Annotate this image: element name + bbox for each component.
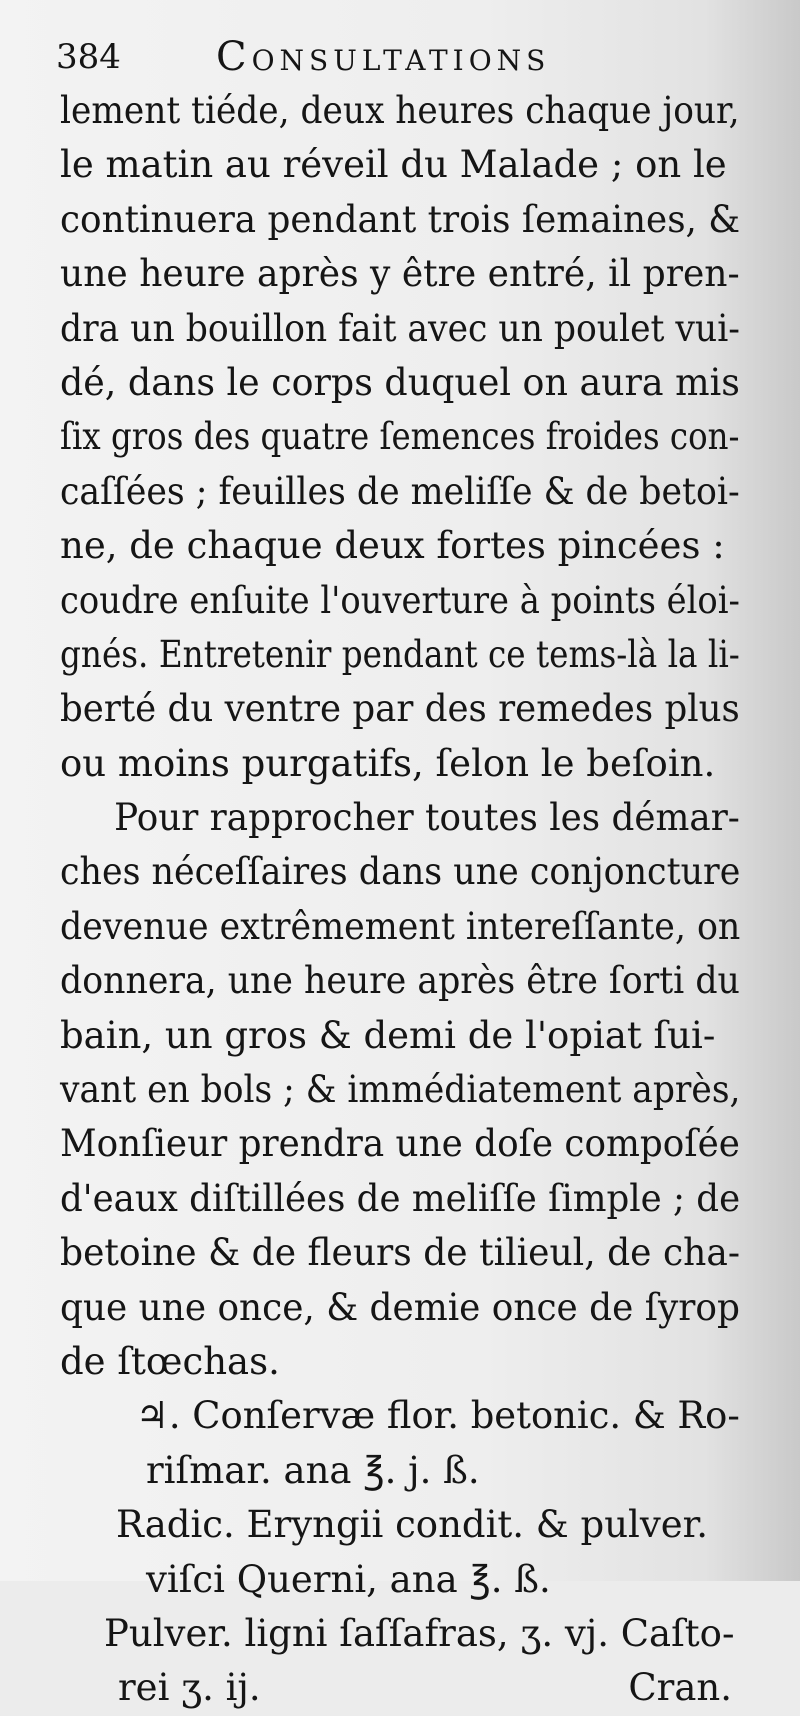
text-line: berté du ventre par des remedes plus [60, 687, 740, 731]
running-title: Consultations [216, 34, 551, 80]
recipe-line: ♃. Conſervæ flor. betonic. & Ro- [135, 1394, 740, 1438]
recipe-last-line [60, 1661, 732, 1715]
text-line: ſix gros des quatre ſemences froides con- [60, 415, 740, 459]
text-line: gnés. Entretenir pendant ce tems-là la li- [60, 632, 740, 676]
text-line: dé, dans le corps duquel on aura mis [60, 360, 740, 404]
text-line: dra un bouillon fait avec un poulet vui- [60, 306, 740, 350]
text-line: ches néceſſaires dans une conjoncture [60, 850, 741, 894]
text-line: lement tiéde, deux heures chaque jour, [60, 89, 740, 132]
recipe-line: rei ʒ. ij. [118, 1666, 261, 1710]
recipe-line: Pulver. ligni ſaſſafras, ʒ. vj. Caſto- [104, 1611, 735, 1655]
catchword: Cran. [628, 1666, 732, 1710]
text-line: de ſtœchas. [60, 1339, 280, 1383]
text-line: vant en bols ; & immédiatement après, [60, 1068, 741, 1112]
text-line: betoine & de fleurs de tilieul, de cha- [60, 1231, 741, 1275]
page-number: 384 [56, 37, 121, 77]
text-line: une heure après y être entré, il pren- [60, 252, 740, 296]
text-line: continuera pendant trois ſemaines, & [60, 197, 741, 241]
paragraph-first-line: Pour rapprocher toutes les démar- [114, 796, 740, 840]
recipe-line: Radic. Eryngii condit. & pulver. [116, 1503, 709, 1547]
recipe-line: riſmar. ana ℥. j. ß. [146, 1448, 480, 1492]
text-line: caſſées ; feuilles de meliſſe & de betoi- [60, 469, 740, 513]
text-line: le matin au réveil du Malade ; on le [60, 143, 727, 187]
text-line: ne, de chaque deux fortes pincées : [60, 524, 725, 568]
text-line: bain, un gros & demi de l'opiat ſui- [60, 1013, 716, 1057]
text-line: ou moins purgatifs, ſelon le beſoin. [60, 741, 716, 785]
page-header [56, 32, 736, 82]
text-line: coudre enſuite l'ouverture à points éloi- [60, 578, 740, 622]
text-line: que une once, & demie once de ſyrop [60, 1285, 740, 1329]
text-line: devenue extrêmement intereſſante, on [60, 904, 741, 948]
recipe-line: viſci Querni, ana ℥. ß. [146, 1557, 551, 1601]
text-line: d'eaux diſtillées de meliſſe ſimple ; de [60, 1176, 741, 1220]
text-line: Monſieur prendra une doſe compoſée [60, 1122, 740, 1166]
body-text [60, 84, 740, 1716]
text-line: donnera, une heure après être ſorti du [60, 959, 740, 1003]
